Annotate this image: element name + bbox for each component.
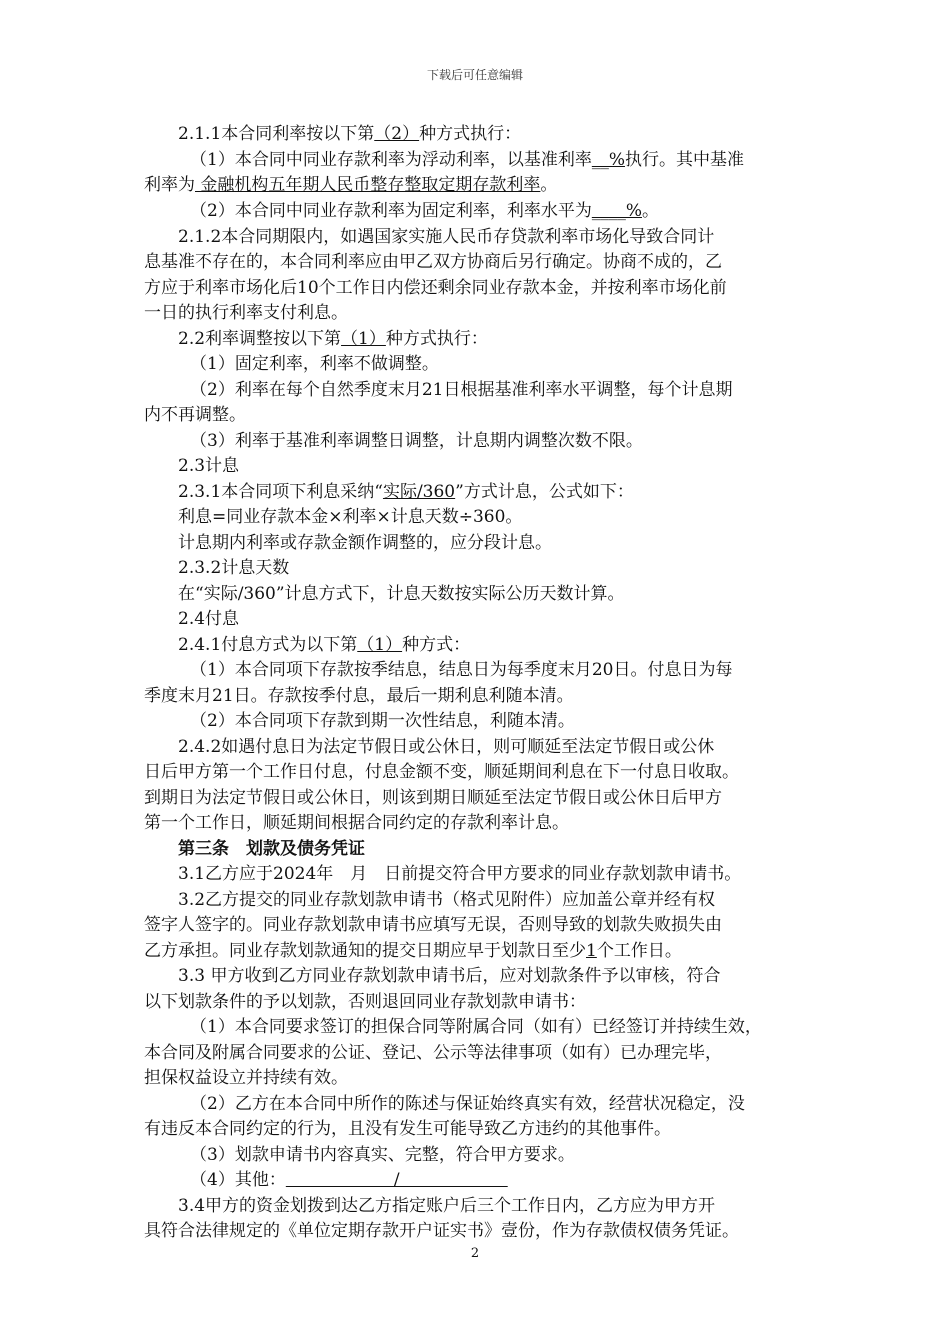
clause-2-4-1-option-1-cont: 季度末月21日。存款按季付息，最后一期利息利随本清。	[144, 686, 574, 706]
clause-3-3-condition-1: （1）本合同要求签订的担保合同等附属合同（如有）已经签订并持续生效，	[190, 1017, 762, 1037]
clause-3-2-cont: 签字人签字的。同业存款划款申请书应填写无误，否则导致的划款失败损失由	[144, 915, 722, 935]
clause-2-2-option-1: （1）固定利率，利率不做调整。	[190, 354, 439, 374]
clause-3-3-condition-4: （4）其他： /	[190, 1170, 508, 1190]
clause-3-3-condition-2: （2）乙方在本合同中所作的陈述与保证始终真实有效，经营状况稳定，没	[190, 1094, 745, 1114]
clause-2-2-option-3: （3）利率于基准利率调整日调整，计息期内调整次数不限。	[190, 431, 643, 451]
clause-2-3-1: 2.3.1本合同项下利息采纳“实际/360”方式计息，公式如下：	[178, 482, 634, 502]
clause-2-4-1-option-2: （2）本合同项下存款到期一次性结息，利随本清。	[190, 711, 575, 731]
clause-2-1-2-cont: 息基准不存在的，本合同利率应由甲乙双方协商后另行确定。协商不成的，乙	[144, 252, 722, 272]
clause-fixed-rate: （2）本合同中同业存款利率为固定利率，利率水平为____%。	[190, 201, 659, 221]
clause-3-3-condition-1-cont: 担保权益设立并持续有效。	[144, 1068, 348, 1088]
clause-3-2: 3.2乙方提交的同业存款划款申请书（格式见附件）应加盖公章并经有权	[178, 890, 716, 910]
article-3-heading: 第三条 划款及债务凭证	[178, 839, 365, 859]
clause-3-3: 3.3 甲方收到乙方同业存款划款申请书后，应对划款条件予以审核，符合	[178, 966, 721, 986]
clause-2-1-2-cont: 方应于利率市场化后10个工作日内偿还剩余同业存款本金，并按利率市场化前	[144, 278, 727, 298]
clause-2-4-1: 2.4.1付息方式为以下第（1）种方式：	[178, 635, 471, 655]
page-number: 2	[470, 1246, 480, 1261]
clause-2-4-2-cont: 第一个工作日，顺延期间根据合同约定的存款利率计息。	[144, 813, 569, 833]
clause-2-1-2: 2.1.2本合同期限内，如遇国家实施人民币存贷款利率市场化导致合同计	[178, 227, 715, 247]
clause-3-3-condition-1-cont: 本合同及附属合同要求的公证、登记、公示等法律事项（如有）已办理完毕，	[144, 1043, 722, 1063]
clause-3-3-condition-2-cont: 有违反本合同约定的行为，且没有发生可能导致乙方违约的其他事件。	[144, 1119, 671, 1139]
clause-3-3-cont: 以下划款条件的予以划款，否则退回同业存款划款申请书：	[144, 992, 586, 1012]
clause-2-4-2-cont: 到期日为法定节假日或公休日，则该到期日顺延至法定节假日或公休日后甲方	[144, 788, 722, 808]
clause-2-2: 2.2利率调整按以下第（1）种方式执行：	[178, 329, 488, 349]
clause-2-2-option-2: （2）利率在每个自然季度末月21日根据基准利率水平调整，每个计息期	[190, 380, 733, 400]
clause-2-3-2: 2.3.2计息天数	[178, 558, 290, 578]
page-header: 下载后可任意编辑	[426, 68, 523, 82]
clause-2-3-1-note: 计息期内利率或存款金额作调整的，应分段计息。	[178, 533, 552, 553]
clause-3-4-cont: 具符合法律规定的《单位定期存款开户证实书》壹份，作为存款债权债务凭证。	[144, 1221, 739, 1241]
clause-floating-rate: （1）本合同中同业存款利率为浮动利率，以基准利率__%执行。其中基准	[190, 150, 744, 170]
clause-2-1-1: 2.1.1本合同利率按以下第（2）种方式执行：	[178, 124, 522, 144]
clause-2-4-1-option-1: （1）本合同项下存款按季结息，结息日为每季度末月20日。付息日为每	[190, 660, 733, 680]
clause-3-1: 3.1乙方应于2024年 月 日前提交符合甲方要求的同业存款划款申请书。	[178, 864, 742, 884]
clause-2-3-2-body: 在“实际/360”计息方式下，计息天数按实际公历天数计算。	[178, 584, 625, 604]
clause-2-1-2-cont: 一日的执行利率支付利息。	[144, 303, 348, 323]
clause-3-4: 3.4甲方的资金划拨到达乙方指定账户后三个工作日内，乙方应为甲方开	[178, 1196, 716, 1216]
interest-formula: 利息=同业存款本金×利率×计息天数÷360。	[178, 507, 523, 527]
clause-2-2-option-2-cont: 内不再调整。	[144, 405, 246, 425]
clause-3-3-condition-3: （3）划款申请书内容真实、完整，符合甲方要求。	[190, 1145, 575, 1165]
clause-2-4-2: 2.4.2如遇付息日为法定节假日或公休日，则可顺延至法定节假日或公休	[178, 737, 715, 757]
clause-3-2-cont: 乙方承担。同业存款划款通知的提交日期应早于划款日至少1个工作日。	[144, 941, 682, 961]
section-2-3-heading: 2.3计息	[178, 456, 240, 476]
clause-2-4-2-cont: 日后甲方第一个工作日付息，付息金额不变，顺延期间利息在下一付息日收取。	[144, 762, 739, 782]
clause-floating-rate-cont: 利率为 金融机构五年期人民币整存整取定期存款利率。	[144, 175, 558, 195]
section-2-4-heading: 2.4付息	[178, 609, 240, 629]
